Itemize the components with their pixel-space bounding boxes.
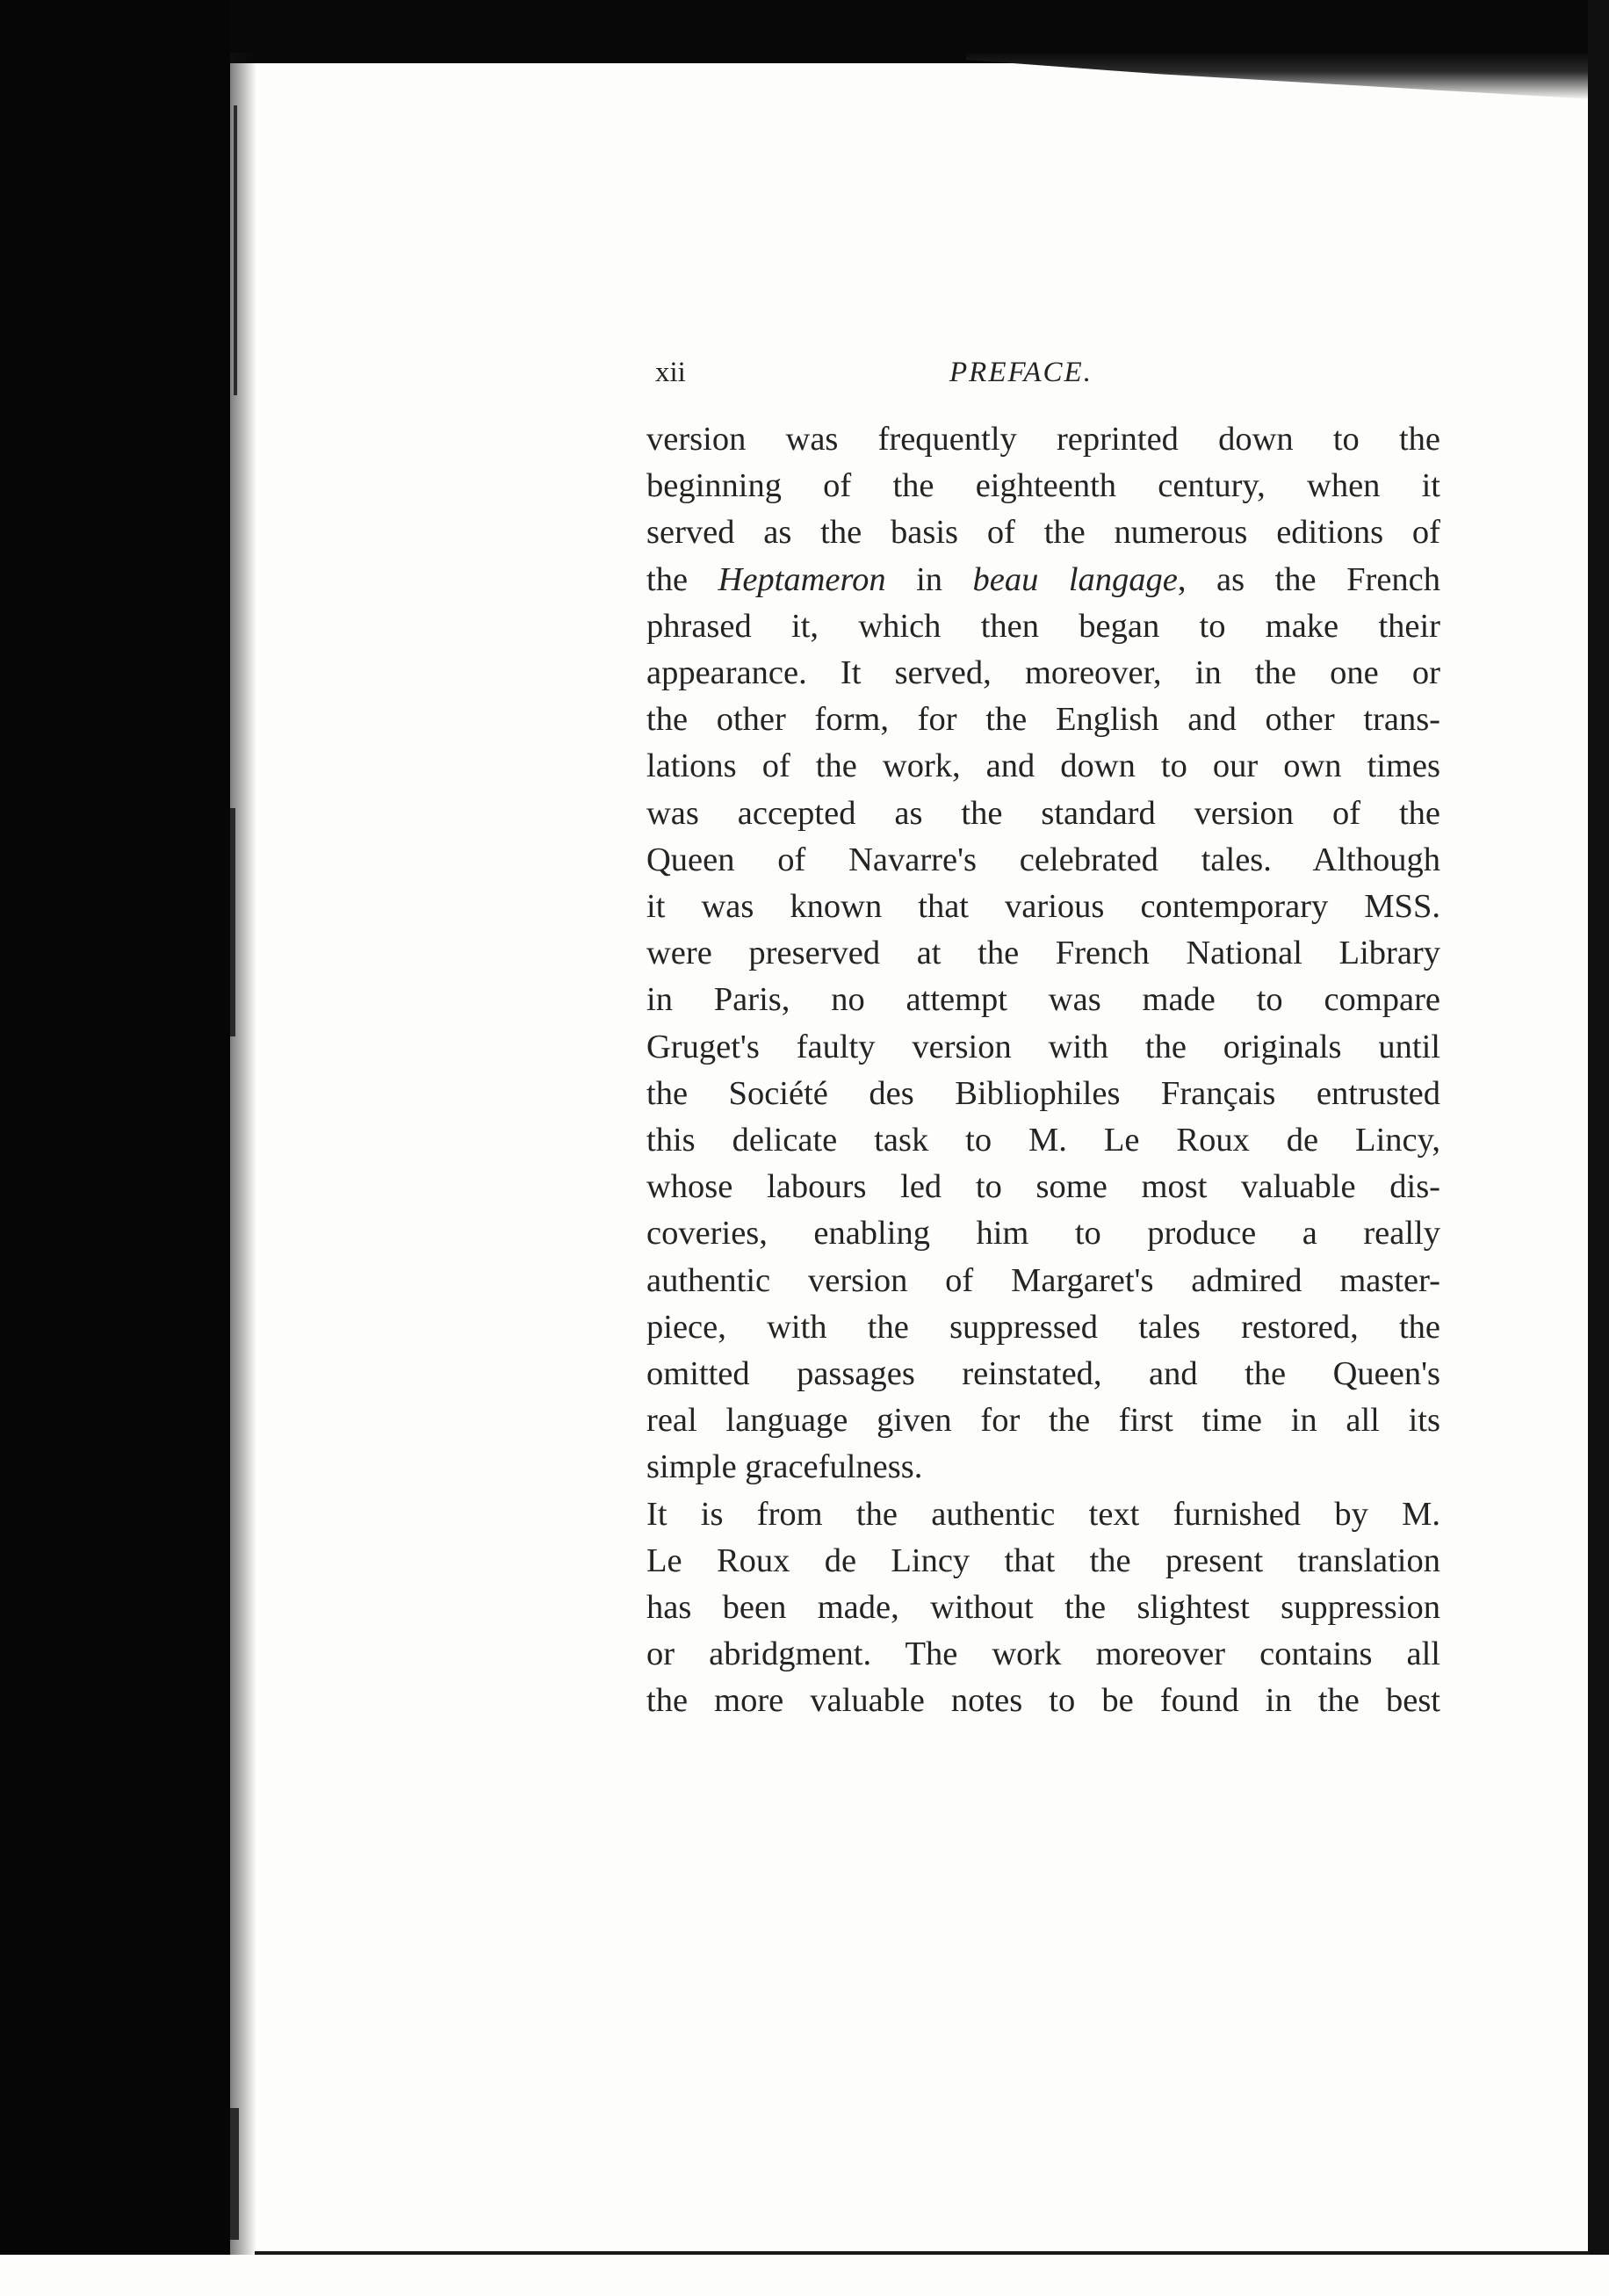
scan-streak: [230, 2108, 239, 2240]
text-line: lations of the work, and down to our own times: [646, 747, 1440, 785]
text-line: Queen of Navarre's celebrated tales. Although: [646, 841, 1440, 878]
paragraph-2: [646, 1491, 1440, 1725]
text-line: Gruget's faulty version with the originals until: [646, 1028, 1440, 1065]
page-text-block: [646, 351, 1440, 1725]
text-line: version was frequently reprinted down to the: [646, 421, 1440, 458]
scan-streak: [234, 105, 237, 395]
text-line: omitted passages reinstated, and the Queen's: [646, 1355, 1440, 1393]
text-line: it was known that various contemporary MSS.: [646, 888, 1440, 926]
scan-top-right-shadow: [966, 53, 1609, 100]
text-line: in Paris, no attempt was made to compare: [646, 981, 1440, 1019]
text-line: Le Roux de Lincy that the present translation: [646, 1541, 1440, 1579]
text-line: beginning of the eighteenth century, when it: [646, 467, 1440, 505]
paragraph-1: [646, 416, 1440, 1491]
text-line: the more valuable notes to be found in the best: [646, 1682, 1440, 1720]
text-line: the Société des Bibliophiles Français entrusted: [646, 1074, 1440, 1112]
text-line: whose labours led to some most valuable dis-: [646, 1168, 1440, 1206]
running-head-title: PREFACE.: [949, 357, 1093, 388]
text-line: was accepted as the standard version of the: [646, 794, 1440, 832]
text-line: It is from the authentic text furnished by M.: [646, 1495, 1440, 1533]
body-text: [646, 416, 1440, 1725]
page-number: xii: [655, 357, 686, 388]
text-line: or abridgment. The work moreover contains all: [646, 1635, 1440, 1673]
text-line: phrased it, which then began to make their: [646, 607, 1440, 645]
text-line: the other form, for the English and other trans-: [646, 701, 1440, 739]
scan-streak: [230, 808, 235, 1036]
scan-left-binding: [0, 0, 230, 2296]
text-line: the Heptameron in beau langage, as the French: [646, 560, 1441, 598]
text-line: appearance. It served, moreover, in the one or: [646, 654, 1440, 692]
text-line: has been made, without the slightest suppression: [646, 1589, 1440, 1627]
scan-bottom-margin: [0, 2255, 1609, 2296]
text-line: were preserved at the French National Library: [646, 935, 1440, 972]
text-line: coveries, enabling him to produce a really: [646, 1215, 1440, 1253]
text-line: real language given for the first time in all its: [646, 1402, 1440, 1440]
running-head: [646, 351, 1440, 393]
text-line: piece, with the suppressed tales restored, the: [646, 1308, 1440, 1346]
text-line: simple gracefulness.: [646, 1448, 923, 1486]
text-line: this delicate task to M. Le Roux de Lincy,: [646, 1122, 1440, 1159]
text-line: served as the basis of the numerous editions of: [646, 514, 1440, 552]
text-line: authentic version of Margaret's admired master-: [646, 1261, 1440, 1299]
scan-right-edge: [1588, 0, 1609, 2296]
